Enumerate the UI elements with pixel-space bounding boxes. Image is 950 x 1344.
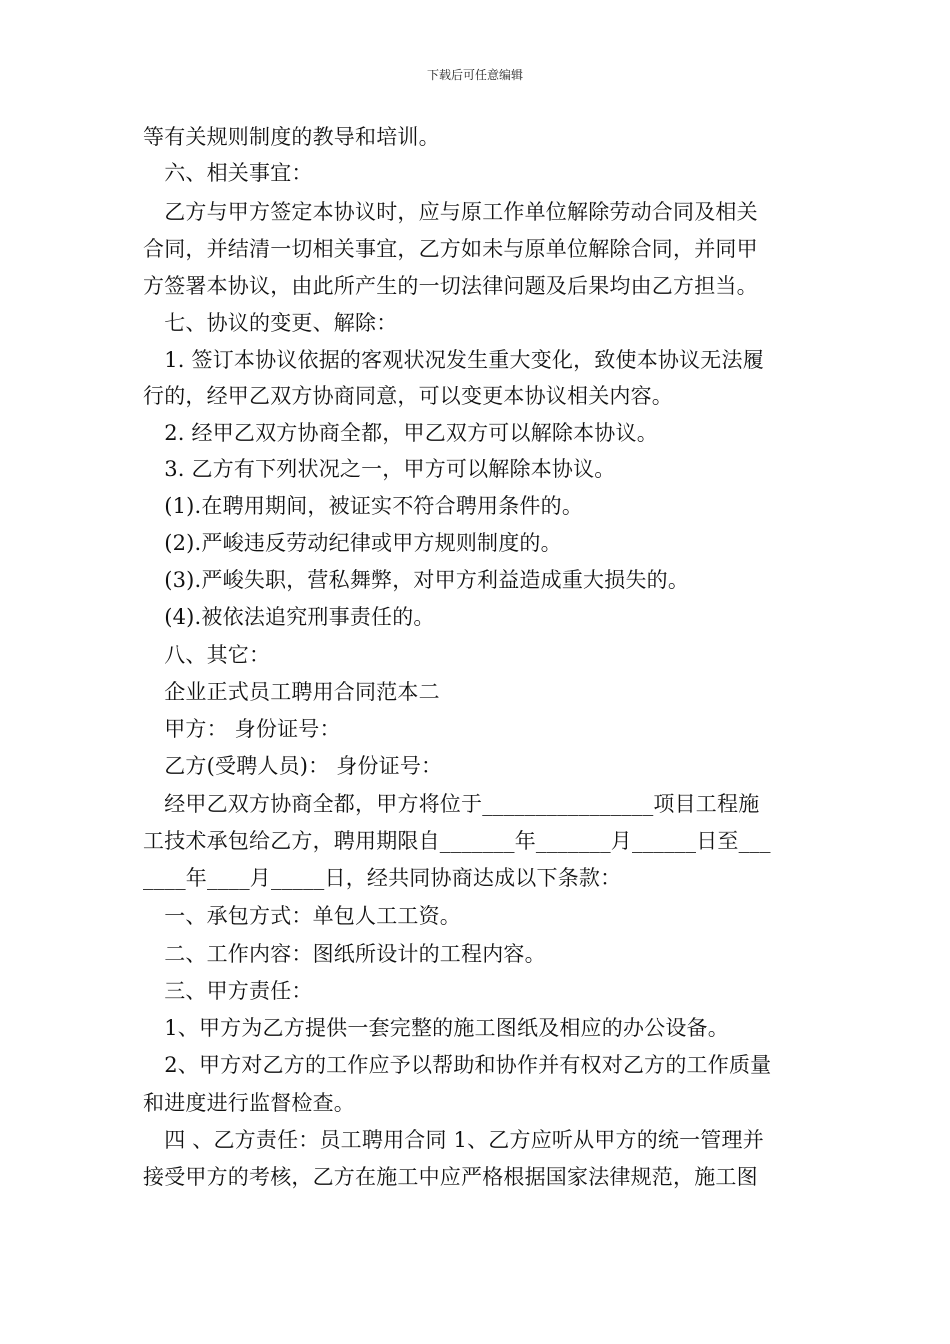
section-heading: 一、承包方式：单包人工工资。: [143, 904, 461, 928]
text-line: 行的，经甲乙双方协商同意，可以变更本协议相关内容。: [143, 384, 673, 408]
section-heading: 六、相关事宜：: [143, 161, 313, 185]
section-heading: 三、甲方责任：: [143, 979, 313, 1003]
text-line: (1).在聘用期间，被证实不符合聘用条件的。: [143, 494, 584, 518]
text-line: 经甲乙双方协商全都，甲方将位于________________项目工程施: [143, 792, 760, 816]
text-line: ____年____月_____日，经共同协商达成以下条款：: [143, 866, 622, 890]
section-heading: 七、协议的变更、解除：: [143, 311, 398, 335]
section-heading: 八、其它：: [143, 643, 271, 667]
text-line: 和进度进行监督检查。: [143, 1091, 355, 1115]
text-line: 甲方： 身份证号：: [143, 717, 341, 741]
text-line: 1. 签订本协议依据的客观状况发生重大变化，致使本协议无法履: [143, 348, 764, 372]
text-line: 3. 乙方有下列状况之一，甲方可以解除本协议。: [143, 457, 616, 481]
text-line: 合同，并结清一切相关事宜，乙方如未与原单位解除合同，并同甲: [143, 237, 758, 261]
text-line: 2. 经甲乙双方协商全都，甲乙双方可以解除本协议。: [143, 421, 658, 445]
section-heading: 二、工作内容：图纸所设计的工程内容。: [143, 942, 546, 966]
text-line: 接受甲方的考核，乙方在施工中应严格根据国家法律规范，施工图: [143, 1165, 758, 1189]
text-line: 1、甲方为乙方提供一套完整的施工图纸及相应的办公设备。: [143, 1016, 729, 1040]
text-line: (2).严峻违反劳动纪律或甲方规则制度的。: [143, 531, 562, 555]
text-line: 乙方(受聘人员)： 身份证号：: [143, 754, 443, 778]
text-line: 乙方与甲方签定本协议时，应与原工作单位解除劳动合同及相关: [143, 200, 758, 224]
text-line: (3).严峻失职，营私舞弊，对甲方利益造成重大损失的。: [143, 568, 690, 592]
text-line: 四 、乙方责任：员工聘用合同 1、乙方应听从甲方的统一管理并: [143, 1128, 764, 1152]
text-line: 2、甲方对乙方的工作应予以帮助和协作并有权对乙方的工作质量: [143, 1053, 772, 1077]
text-line: 方签署本协议，由此所产生的一切法律问题及后果均由乙方担当。: [143, 274, 758, 298]
text-line: 工技术承包给乙方，聘用期限自_______年_______月______日至___: [143, 829, 771, 853]
page-header: 下载后可任意编辑: [426, 68, 523, 82]
text-line: 等有关规则制度的教导和培训。: [143, 125, 440, 149]
document-title: 企业正式员工聘用合同范本二: [143, 680, 440, 704]
text-line: (4).被依法追究刑事责任的。: [143, 605, 435, 629]
